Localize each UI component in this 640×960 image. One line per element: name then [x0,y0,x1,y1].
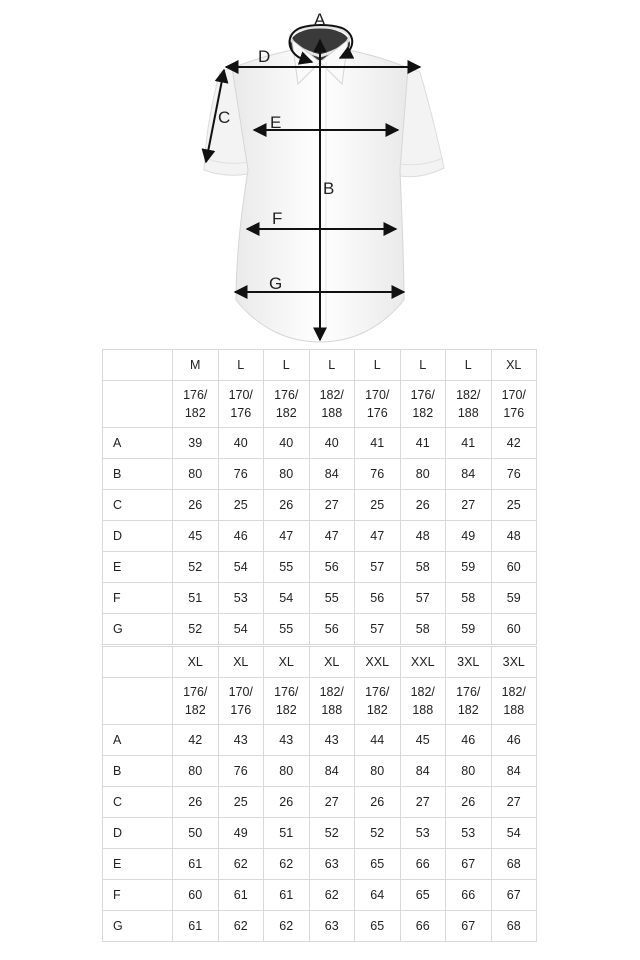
value-cell: 52 [355,818,401,849]
row-label: G [103,911,173,942]
row-label: C [103,490,173,521]
value-cell: 48 [400,521,446,552]
value-cell: 58 [400,552,446,583]
value-cell: 63 [309,911,355,942]
height-cell [355,678,401,725]
measurement-row-b [103,756,537,787]
size-cell: 3XL [491,647,537,678]
measurement-row-f [103,583,537,614]
height-bottom: 182 [457,703,479,717]
value-cell: 25 [491,490,537,521]
row-label: B [103,756,173,787]
height-top: 170/ [228,685,253,699]
size-row [103,647,537,678]
value-cell: 84 [309,756,355,787]
height-bottom: 182 [412,406,434,420]
height-cell [400,678,446,725]
value-cell: 61 [173,911,219,942]
value-cell: 60 [173,880,219,911]
value-cell: 61 [264,880,310,911]
size-cell: L [400,350,446,381]
height-top: 182/ [501,685,526,699]
value-cell: 40 [264,428,310,459]
height-cell [446,381,492,428]
value-cell: 41 [355,428,401,459]
value-cell: 66 [400,911,446,942]
value-cell: 25 [218,787,264,818]
label-g: G [269,274,283,293]
height-bottom: 182 [184,703,206,717]
value-cell: 80 [264,756,310,787]
height-cell [400,381,446,428]
row-label: C [103,787,173,818]
corner-cell [103,350,173,381]
height-top: 176/ [410,388,435,402]
height-cell [264,678,310,725]
value-cell: 47 [264,521,310,552]
label-d: D [258,47,271,66]
measurement-row-g [103,614,537,645]
value-cell: 27 [309,490,355,521]
value-cell: 54 [218,552,264,583]
value-cell: 53 [218,583,264,614]
value-cell: 58 [400,614,446,645]
measurement-row-e [103,849,537,880]
height-bottom: 176 [366,406,388,420]
height-top: 182/ [410,685,435,699]
value-cell: 80 [173,459,219,490]
height-bottom: 176 [230,406,252,420]
value-cell: 52 [173,552,219,583]
value-cell: 60 [491,614,537,645]
value-cell: 67 [446,911,492,942]
value-cell: 43 [264,725,310,756]
value-cell: 65 [355,911,401,942]
size-cell: XL [491,350,537,381]
value-cell: 58 [446,583,492,614]
value-cell: 84 [491,756,537,787]
size-cell: L [309,350,355,381]
value-cell: 25 [218,490,264,521]
value-cell: 54 [218,614,264,645]
value-cell: 57 [400,583,446,614]
measurement-row-a [103,725,537,756]
value-cell: 54 [491,818,537,849]
value-cell: 45 [173,521,219,552]
value-cell: 67 [446,849,492,880]
value-cell: 57 [355,614,401,645]
value-cell: 26 [400,490,446,521]
size-row [103,350,537,381]
value-cell: 68 [491,911,537,942]
size-cell: 3XL [446,647,492,678]
value-cell: 45 [400,725,446,756]
value-cell: 57 [355,552,401,583]
value-cell: 68 [491,849,537,880]
value-cell: 26 [355,787,401,818]
height-bottom: 188 [503,703,525,717]
value-cell: 49 [446,521,492,552]
value-cell: 76 [218,459,264,490]
height-bottom: 188 [412,703,434,717]
value-cell: 84 [309,459,355,490]
value-cell: 63 [309,849,355,880]
row-label: A [103,428,173,459]
value-cell: 80 [264,459,310,490]
value-cell: 54 [264,583,310,614]
height-bottom: 182 [275,703,297,717]
height-cell [173,678,219,725]
height-cell [264,381,310,428]
value-cell: 40 [218,428,264,459]
value-cell: 25 [355,490,401,521]
measurement-row-b [103,459,537,490]
size-cell: XL [309,647,355,678]
value-cell: 41 [446,428,492,459]
height-bottom: 182 [366,703,388,717]
value-cell: 41 [400,428,446,459]
value-cell: 27 [400,787,446,818]
value-cell: 62 [218,849,264,880]
value-cell: 64 [355,880,401,911]
value-cell: 52 [173,614,219,645]
height-cell [309,381,355,428]
row-label: F [103,583,173,614]
value-cell: 65 [355,849,401,880]
value-cell: 59 [446,552,492,583]
value-cell: 27 [491,787,537,818]
height-top: 170/ [365,388,390,402]
value-cell: 67 [491,880,537,911]
measurement-row-c [103,787,537,818]
value-cell: 43 [309,725,355,756]
corner-cell [103,647,173,678]
value-cell: 26 [446,787,492,818]
height-cell [218,678,264,725]
measurement-row-e [103,552,537,583]
size-cell: L [218,350,264,381]
measurement-row-d [103,521,537,552]
value-cell: 62 [264,911,310,942]
value-cell: 27 [309,787,355,818]
value-cell: 76 [491,459,537,490]
height-cell [491,678,537,725]
height-bottom: 176 [503,406,525,420]
size-table-1 [102,349,537,645]
shirt-measurement-diagram [0,0,640,348]
value-cell: 66 [400,849,446,880]
height-bottom: 188 [321,703,343,717]
size-cell: L [355,350,401,381]
height-cell [218,381,264,428]
height-top: 182/ [456,388,481,402]
size-cell: XL [173,647,219,678]
corner-cell [103,678,173,725]
row-label: E [103,849,173,880]
height-top: 176/ [183,388,208,402]
value-cell: 42 [491,428,537,459]
label-b: B [323,179,335,198]
value-cell: 76 [218,756,264,787]
size-cell: XL [218,647,264,678]
row-label: B [103,459,173,490]
row-label: E [103,552,173,583]
size-cell: XXL [400,647,446,678]
value-cell: 61 [218,880,264,911]
value-cell: 53 [400,818,446,849]
corner-cell [103,381,173,428]
value-cell: 80 [355,756,401,787]
height-row [103,381,537,428]
value-cell: 62 [309,880,355,911]
height-top: 182/ [319,685,344,699]
value-cell: 27 [446,490,492,521]
value-cell: 50 [173,818,219,849]
height-bottom: 176 [230,703,252,717]
height-cell [355,381,401,428]
row-label: A [103,725,173,756]
height-top: 176/ [365,685,390,699]
height-top: 170/ [228,388,253,402]
height-cell [173,381,219,428]
value-cell: 26 [173,787,219,818]
value-cell: 59 [491,583,537,614]
value-cell: 51 [173,583,219,614]
height-cell [309,678,355,725]
label-e: E [270,113,282,132]
value-cell: 59 [446,614,492,645]
height-cell [491,381,537,428]
label-f: F [272,209,283,228]
value-cell: 60 [491,552,537,583]
size-cell: XL [264,647,310,678]
value-cell: 49 [218,818,264,849]
measurement-row-c [103,490,537,521]
value-cell: 66 [446,880,492,911]
value-cell: 46 [446,725,492,756]
value-cell: 62 [264,849,310,880]
height-bottom: 182 [184,406,206,420]
value-cell: 42 [173,725,219,756]
value-cell: 55 [309,583,355,614]
value-cell: 26 [264,490,310,521]
height-top: 176/ [183,685,208,699]
size-cell: L [446,350,492,381]
value-cell: 55 [264,552,310,583]
measurement-row-d [103,818,537,849]
value-cell: 26 [173,490,219,521]
value-cell: 80 [446,756,492,787]
value-cell: 55 [264,614,310,645]
height-bottom: 188 [321,406,343,420]
label-c: C [218,108,231,127]
row-label: D [103,521,173,552]
measurement-row-g [103,911,537,942]
height-top: 176/ [274,685,299,699]
value-cell: 52 [309,818,355,849]
height-top: 176/ [274,388,299,402]
size-table-2 [102,646,537,942]
value-cell: 62 [218,911,264,942]
row-label: F [103,880,173,911]
value-cell: 65 [400,880,446,911]
height-bottom: 182 [275,406,297,420]
value-cell: 56 [355,583,401,614]
height-bottom: 188 [457,406,479,420]
label-a: A [314,10,326,29]
value-cell: 56 [309,614,355,645]
height-row [103,678,537,725]
value-cell: 43 [218,725,264,756]
height-top: 176/ [456,685,481,699]
value-cell: 53 [446,818,492,849]
height-cell [446,678,492,725]
row-label: D [103,818,173,849]
value-cell: 84 [446,459,492,490]
value-cell: 46 [491,725,537,756]
value-cell: 46 [218,521,264,552]
value-cell: 47 [309,521,355,552]
value-cell: 80 [173,756,219,787]
measurement-row-a [103,428,537,459]
height-top: 170/ [501,388,526,402]
value-cell: 40 [309,428,355,459]
value-cell: 39 [173,428,219,459]
size-cell: M [173,350,219,381]
value-cell: 76 [355,459,401,490]
value-cell: 61 [173,849,219,880]
value-cell: 84 [400,756,446,787]
value-cell: 80 [400,459,446,490]
value-cell: 48 [491,521,537,552]
row-label: G [103,614,173,645]
size-cell: L [264,350,310,381]
value-cell: 44 [355,725,401,756]
value-cell: 51 [264,818,310,849]
height-top: 182/ [319,388,344,402]
value-cell: 56 [309,552,355,583]
measurement-row-f [103,880,537,911]
size-cell: XXL [355,647,401,678]
value-cell: 47 [355,521,401,552]
value-cell: 26 [264,787,310,818]
